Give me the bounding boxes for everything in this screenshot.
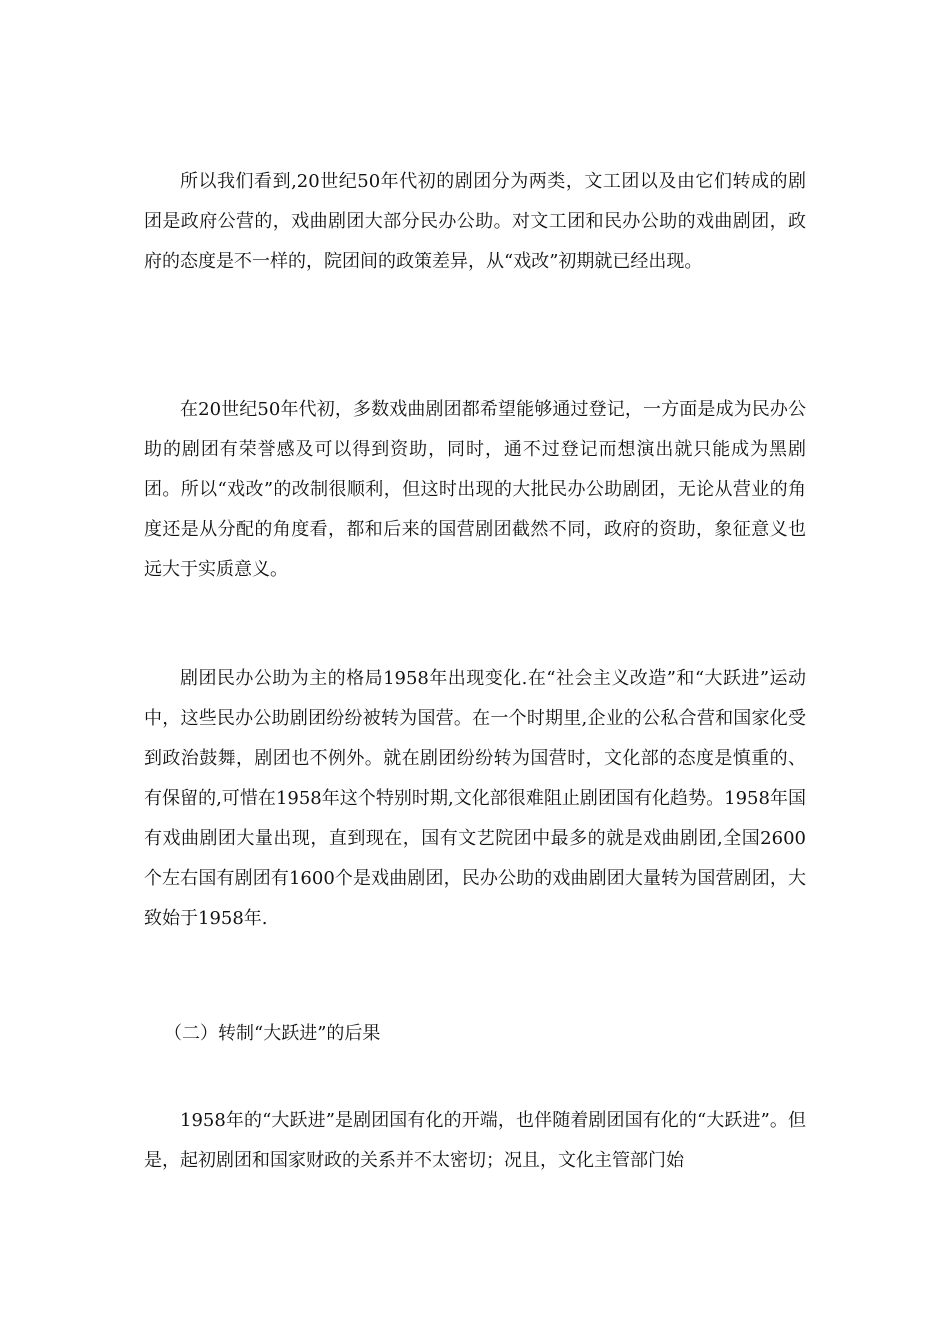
paragraph-3-text: 剧团民办公助为主的格局1958年出现变化.在“社会主义改造”和“大跃进”运动中，这些民办公助剧团纷纷被转为国营。在一个时期里,企业的公私合营和国家化受到政治鼓舞，剧团也不例外。就在剧团纷纷转为国营时，文化部的态度是慎重的、有保留的,可惜在1958年这个特别时期,文化部很难阻止剧团国有化趋势。1958年国有戏曲剧团大量出现，直到现在，国有文艺院团中最多的就是戏曲剧团,全国2600个左右国有剧团有1600个是戏曲剧团，民办公助的戏曲剧团大量转为国营剧团，大致始于1958年. — [144, 668, 806, 929]
paragraph-1-text: 所以我们看到,20世纪50年代初的剧团分为两类，文工团以及由它们转成的剧团是政府公营的，戏曲剧团大部分民办公助。对文工团和民办公助的戏曲剧团，政府的态度是不一样的，院团间的政策差异，从“戏改”初期就已经出现。 — [144, 171, 806, 272]
paragraph-3 — [144, 659, 806, 939]
paragraph-4 — [144, 1101, 806, 1181]
paragraph-1 — [144, 162, 806, 282]
paragraph-4-text: 1958年的“大跃进”是剧团国有化的开端，也伴随着剧团国有化的“大跃进”。但是，起初剧团和国家财政的关系并不太密切；况且，文化主管部门始 — [144, 1110, 806, 1171]
section-heading-text: （二）转制“大跃进”的后果 — [164, 1023, 381, 1044]
paragraph-2 — [144, 390, 806, 590]
section-heading — [144, 1014, 806, 1054]
paragraph-2-text: 在20世纪50年代初，多数戏曲剧团都希望能够通过登记，一方面是成为民办公助的剧团有荣誉感及可以得到资助，同时，通不过登记而想演出就只能成为黑剧团。所以“戏改”的改制很顺利，但这时出现的大批民办公助剧团，无论从营业的角度还是从分配的角度看，都和后来的国营剧团截然不同，政府的资助，象征意义也远大于实质意义。 — [144, 399, 806, 580]
